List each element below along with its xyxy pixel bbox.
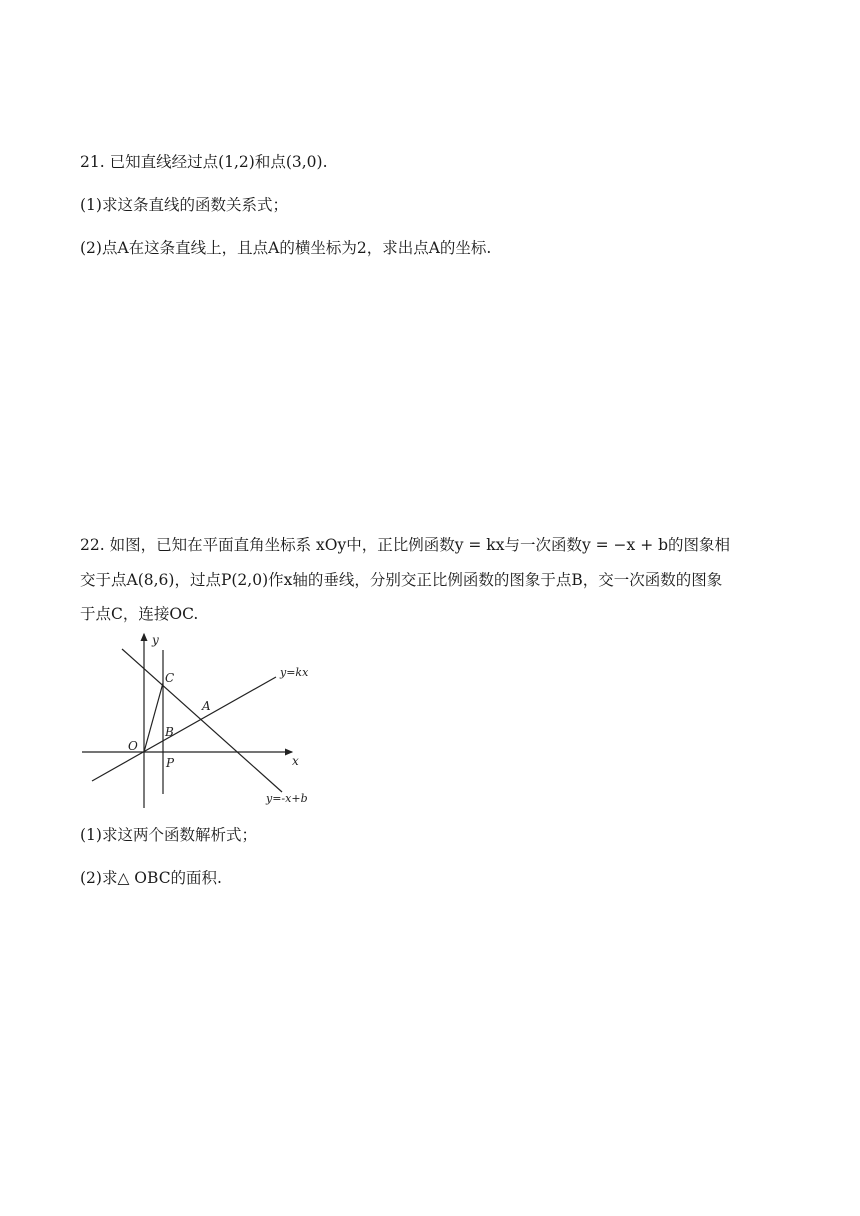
coordinate-figure-svg bbox=[78, 630, 318, 810]
point-p-label: P bbox=[166, 756, 175, 770]
coordinate-figure bbox=[78, 630, 318, 810]
question-22-part-2: (2)求△ OBC的面积. bbox=[80, 869, 222, 887]
segment-oc bbox=[144, 683, 163, 752]
x-axis-label: x bbox=[292, 754, 299, 768]
question-21-part-2: (2)点A在这条直线上，且点A的横坐标为2，求出点A的坐标. bbox=[80, 239, 492, 257]
point-c-label: C bbox=[165, 671, 175, 685]
point-b-label: B bbox=[165, 725, 174, 739]
question-21-title: 21. 已知直线经过点(1,2)和点(3,0). bbox=[80, 153, 328, 171]
line-b-label: y=-x+b bbox=[266, 792, 308, 805]
question-22-line-3: 于点C，连接OC. bbox=[80, 605, 199, 623]
line-kx-label: y=kx bbox=[280, 666, 309, 679]
origin-label: O bbox=[128, 739, 138, 753]
question-22-part-1: (1)求这两个函数解析式； bbox=[80, 826, 257, 844]
point-a-label: A bbox=[202, 699, 211, 713]
question-22-line-1: 22. 如图，已知在平面直角坐标系 xOy中，正比例函数y = kx与一次函数y = −x + b的图象相 bbox=[80, 536, 731, 554]
question-22-line-2: 交于点A(8,6)，过点P(2,0)作x轴的垂线，分别交正比例函数的图象于点B，交一次函数的图象 bbox=[80, 571, 723, 589]
y-axis-label: y bbox=[152, 633, 159, 647]
line-y-kx bbox=[92, 677, 276, 781]
question-21-part-1: (1)求这条直线的函数关系式； bbox=[80, 196, 288, 214]
line-y-neg-x-plus-b bbox=[122, 649, 282, 792]
